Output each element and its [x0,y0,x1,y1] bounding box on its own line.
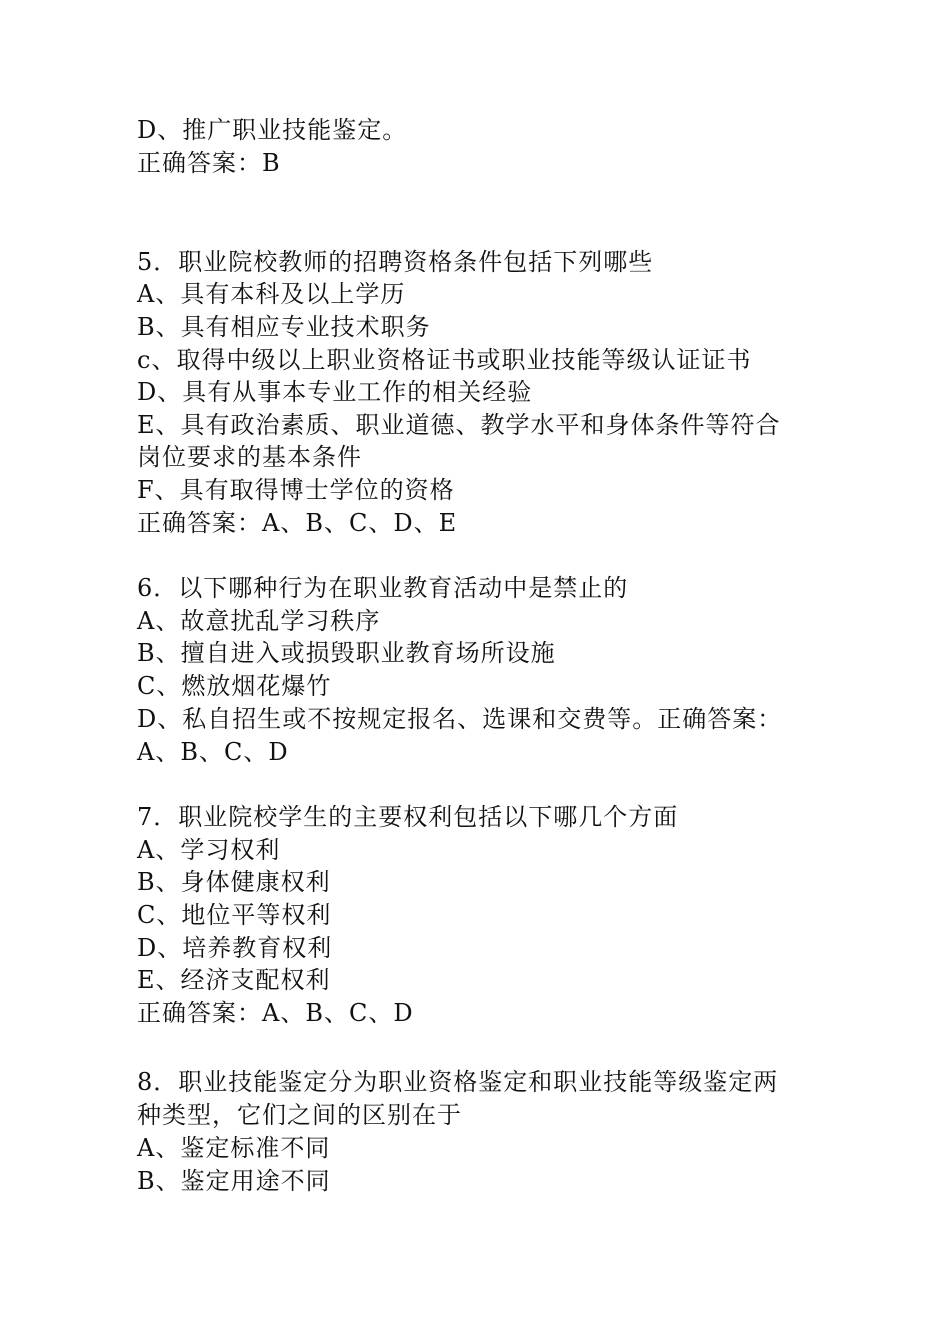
question-7-option-e: E、经济支配权利 [137,966,331,994]
question-7-option-a: A、学习权利 [137,836,281,864]
question-5-option-c: c、取得中级以上职业资格证书或职业技能等级认证证书 [137,346,752,374]
question-5-option-b: B、具有相应专业技术职务 [137,313,431,341]
question-5-title: 5．职业院校教师的招聘资格条件包括下列哪些 [137,248,654,276]
question-7-option-b: B、身体健康权利 [137,868,331,896]
question-8-option-a: A、鉴定标准不同 [137,1134,331,1162]
question-5-option-e-continued: 岗位要求的基本条件 [137,443,362,471]
question-7-option-c: C、地位平等权利 [137,901,332,929]
question-8-title: 8．职业技能鉴定分为职业资格鉴定和职业技能等级鉴定两 [137,1068,779,1096]
question-7-title: 7．职业院校学生的主要权利包括以下哪几个方面 [137,803,679,831]
question-5-option-f: F、具有取得博士学位的资格 [137,476,455,504]
question-6-option-b: B、擅自进入或损毁职业教育场所设施 [137,639,556,667]
question-6-option-a: A、故意扰乱学习秩序 [137,607,381,635]
option-d: D、推广职业技能鉴定。 [137,116,408,144]
question-6-option-c: C、燃放烟花爆竹 [137,672,332,700]
question-8-title-continued: 种类型，它们之间的区别在于 [137,1101,462,1129]
answer: 正确答案：B [137,149,281,177]
question-6-option-d: D、私自招生或不按规定报名、选课和交费等。正确答案： [137,705,783,733]
question-6-answer-values: A、B、C、D [137,738,289,766]
question-5-option-e: E、具有政治素质、职业道德、教学水平和身体条件等符合 [137,411,781,439]
question-5-option-a: A、具有本科及以上学历 [137,280,406,308]
question-7-option-d: D、培养教育权利 [137,934,333,962]
question-5-answer: 正确答案：A、B、C、D、E [137,509,458,537]
question-7-answer: 正确答案：A、B、C、D [137,999,414,1027]
question-5-option-d: D、具有从事本专业工作的相关经验 [137,378,533,406]
question-8-option-b: B、鉴定用途不同 [137,1167,331,1195]
question-6-title: 6．以下哪种行为在职业教育活动中是禁止的 [137,574,629,602]
